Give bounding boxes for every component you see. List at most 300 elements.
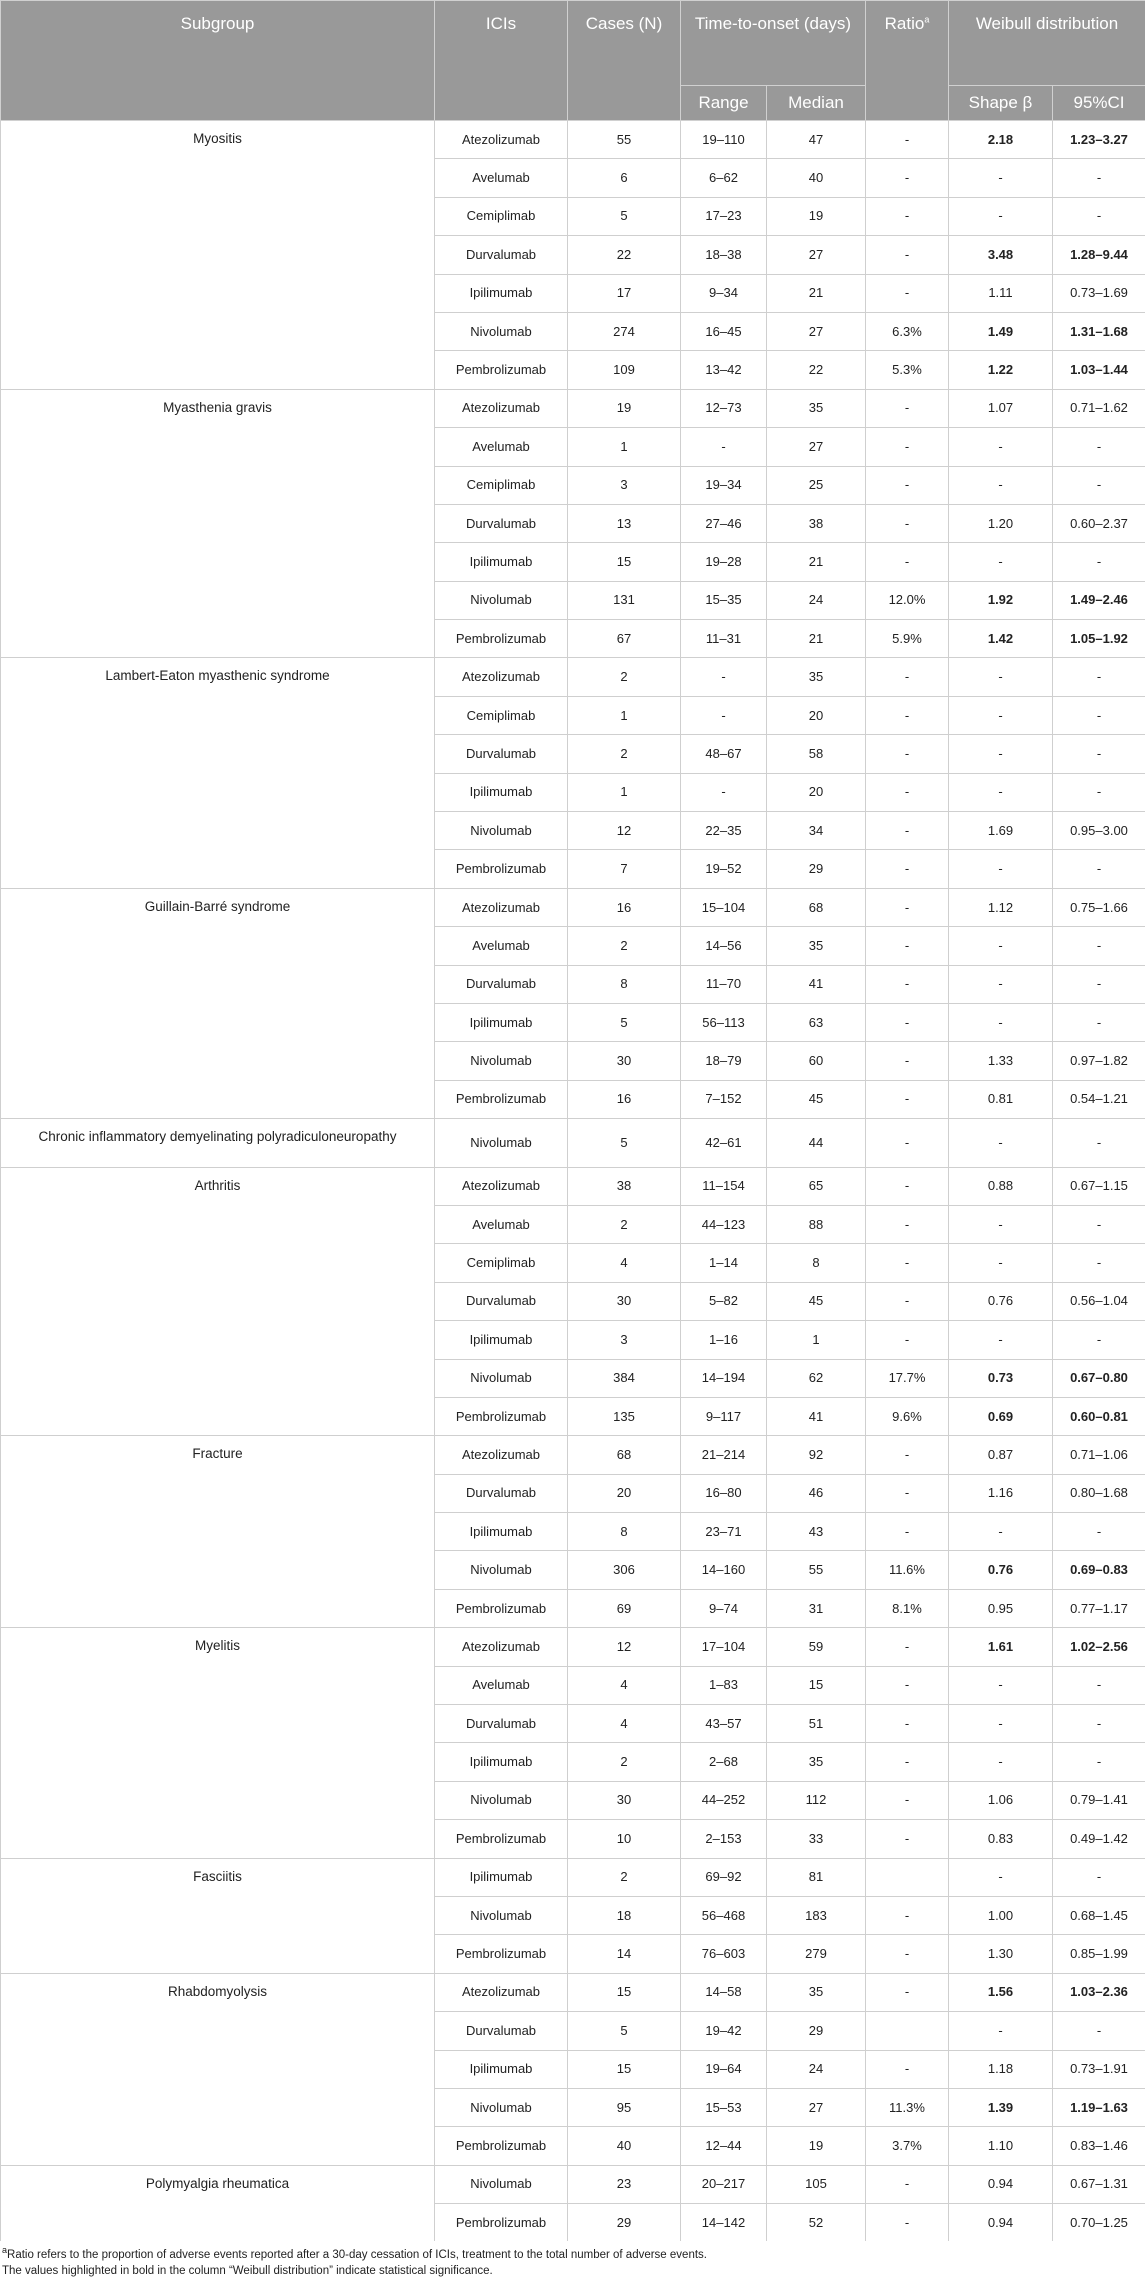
ici-cell: Avelumab: [435, 428, 568, 466]
ci-cell: 0.97–1.82: [1053, 1042, 1145, 1080]
median-cell: 38: [767, 504, 866, 542]
cases-cell: 7: [568, 850, 681, 888]
ici-cell: Atezolizumab: [435, 1628, 568, 1666]
ici-cell: Ipilimumab: [435, 1858, 568, 1896]
ici-cell: Avelumab: [435, 1205, 568, 1243]
ci-cell: -: [1053, 1205, 1145, 1243]
ci-cell: 0.75–1.66: [1053, 888, 1145, 926]
ici-cell: Pembrolizumab: [435, 2204, 568, 2242]
shape-cell: 1.12: [949, 888, 1053, 926]
range-cell: -: [681, 773, 767, 811]
cases-cell: 14: [568, 1935, 681, 1973]
cases-cell: 2: [568, 735, 681, 773]
ci-cell: -: [1053, 1743, 1145, 1781]
range-cell: 1–14: [681, 1244, 767, 1282]
ratio-cell: -: [866, 735, 949, 773]
ci-cell: 0.69–0.83: [1053, 1551, 1145, 1589]
median-cell: 21: [767, 274, 866, 312]
shape-cell: 0.81: [949, 1080, 1053, 1118]
range-cell: 14–142: [681, 2204, 767, 2242]
header-subgroup: Subgroup: [1, 1, 435, 121]
ici-cell: Atezolizumab: [435, 1973, 568, 2011]
ci-cell: 1.19–1.63: [1053, 2088, 1145, 2126]
median-cell: 55: [767, 1551, 866, 1589]
shape-cell: 3.48: [949, 236, 1053, 274]
header-icis: ICIs: [435, 1, 568, 121]
ici-cell: Cemiplimab: [435, 1244, 568, 1282]
footnote-mark: a: [2, 2245, 8, 2256]
cases-cell: 274: [568, 312, 681, 350]
ci-cell: -: [1053, 543, 1145, 581]
ci-cell: 1.31–1.68: [1053, 312, 1145, 350]
median-cell: 63: [767, 1003, 866, 1041]
range-cell: 2–68: [681, 1743, 767, 1781]
shape-cell: 1.07: [949, 389, 1053, 427]
ici-cell: Ipilimumab: [435, 773, 568, 811]
shape-cell: 1.22: [949, 351, 1053, 389]
range-cell: 56–113: [681, 1003, 767, 1041]
shape-cell: 1.16: [949, 1474, 1053, 1512]
median-cell: 59: [767, 1628, 866, 1666]
shape-cell: -: [949, 696, 1053, 734]
median-cell: 51: [767, 1705, 866, 1743]
median-cell: 29: [767, 2012, 866, 2050]
ratio-cell: -: [866, 1080, 949, 1118]
table-row: [1, 1628, 1145, 1666]
table-row: [1, 1858, 1145, 1896]
header-shape: Shape β: [949, 86, 1053, 121]
range-cell: 14–56: [681, 927, 767, 965]
ratio-cell: -: [866, 1167, 949, 1205]
range-cell: 56–468: [681, 1896, 767, 1934]
median-cell: 183: [767, 1896, 866, 1934]
median-cell: 65: [767, 1167, 866, 1205]
median-cell: 40: [767, 159, 866, 197]
ci-cell: 1.03–1.44: [1053, 351, 1145, 389]
cases-cell: 12: [568, 1628, 681, 1666]
shape-cell: -: [949, 1244, 1053, 1282]
median-cell: 43: [767, 1513, 866, 1551]
cases-cell: 5: [568, 1119, 681, 1167]
range-cell: 11–154: [681, 1167, 767, 1205]
ratio-cell: 5.3%: [866, 351, 949, 389]
shape-cell: 0.76: [949, 1282, 1053, 1320]
range-cell: 15–35: [681, 581, 767, 619]
ci-cell: 1.49–2.46: [1053, 581, 1145, 619]
range-cell: 9–74: [681, 1589, 767, 1627]
cases-cell: 3: [568, 466, 681, 504]
ici-cell: Pembrolizumab: [435, 2127, 568, 2165]
ici-cell: Avelumab: [435, 159, 568, 197]
ratio-cell: -: [866, 888, 949, 926]
ci-cell: 0.85–1.99: [1053, 1935, 1145, 1973]
range-cell: -: [681, 696, 767, 734]
cases-cell: 5: [568, 2012, 681, 2050]
range-cell: 18–79: [681, 1042, 767, 1080]
cases-cell: 30: [568, 1282, 681, 1320]
cases-cell: 1: [568, 696, 681, 734]
range-cell: 19–64: [681, 2050, 767, 2088]
ici-cell: Ipilimumab: [435, 1321, 568, 1359]
shape-cell: -: [949, 1513, 1053, 1551]
median-cell: 27: [767, 2088, 866, 2126]
median-cell: 29: [767, 850, 866, 888]
shape-cell: -: [949, 1743, 1053, 1781]
table-header: [1, 1, 1145, 121]
ici-cell: Durvalumab: [435, 735, 568, 773]
range-cell: 15–104: [681, 888, 767, 926]
ratio-cell: -: [866, 1896, 949, 1934]
range-cell: 16–45: [681, 312, 767, 350]
range-cell: 19–28: [681, 543, 767, 581]
ci-cell: 0.83–1.46: [1053, 2127, 1145, 2165]
median-cell: 45: [767, 1282, 866, 1320]
table-row: [1, 888, 1145, 926]
cases-cell: 10: [568, 1820, 681, 1858]
range-cell: 22–35: [681, 812, 767, 850]
cases-cell: 20: [568, 1474, 681, 1512]
subgroup-cell: Myelitis: [1, 1628, 435, 1858]
ci-cell: 0.60–0.81: [1053, 1397, 1145, 1435]
median-cell: 25: [767, 466, 866, 504]
median-cell: 21: [767, 620, 866, 658]
cases-cell: 22: [568, 236, 681, 274]
cases-cell: 135: [568, 1397, 681, 1435]
cases-cell: 1: [568, 773, 681, 811]
median-cell: 44: [767, 1119, 866, 1167]
shape-cell: -: [949, 2012, 1053, 2050]
median-cell: 35: [767, 927, 866, 965]
cases-cell: 4: [568, 1244, 681, 1282]
ratio-cell: -: [866, 197, 949, 235]
shape-cell: 0.76: [949, 1551, 1053, 1589]
cases-cell: 67: [568, 620, 681, 658]
shape-cell: -: [949, 466, 1053, 504]
range-cell: 9–34: [681, 274, 767, 312]
ici-cell: Durvalumab: [435, 1705, 568, 1743]
cases-cell: 68: [568, 1436, 681, 1474]
shape-cell: -: [949, 1321, 1053, 1359]
range-cell: 19–34: [681, 466, 767, 504]
range-cell: 15–53: [681, 2088, 767, 2126]
ratio-cell: 12.0%: [866, 581, 949, 619]
ici-cell: Ipilimumab: [435, 543, 568, 581]
header-cases: Cases (N): [568, 1, 681, 121]
ratio-cell: [866, 1858, 949, 1896]
ratio-cell: -: [866, 1282, 949, 1320]
median-cell: 33: [767, 1820, 866, 1858]
ci-cell: -: [1053, 1244, 1145, 1282]
ici-cell: Atezolizumab: [435, 1436, 568, 1474]
ci-cell: -: [1053, 1321, 1145, 1359]
ratio-cell: -: [866, 1973, 949, 2011]
ratio-cell: 3.7%: [866, 2127, 949, 2165]
median-cell: 35: [767, 389, 866, 427]
ici-cell: Atezolizumab: [435, 121, 568, 159]
ratio-cell: -: [866, 121, 949, 159]
table-row: [1, 1167, 1145, 1205]
median-cell: 68: [767, 888, 866, 926]
ratio-cell: -: [866, 1003, 949, 1041]
ici-cell: Pembrolizumab: [435, 620, 568, 658]
cases-cell: 29: [568, 2204, 681, 2242]
cases-cell: 12: [568, 812, 681, 850]
median-cell: 19: [767, 197, 866, 235]
table-row: [1, 1973, 1145, 2011]
cases-cell: 109: [568, 351, 681, 389]
ici-cell: Atezolizumab: [435, 389, 568, 427]
range-cell: 12–73: [681, 389, 767, 427]
ici-cell: Durvalumab: [435, 2012, 568, 2050]
ci-cell: 0.80–1.68: [1053, 1474, 1145, 1512]
shape-cell: 0.69: [949, 1397, 1053, 1435]
ci-cell: -: [1053, 1858, 1145, 1896]
range-cell: 16–80: [681, 1474, 767, 1512]
ici-cell: Nivolumab: [435, 1896, 568, 1934]
median-cell: 60: [767, 1042, 866, 1080]
ci-cell: -: [1053, 696, 1145, 734]
ici-cell: Cemiplimab: [435, 696, 568, 734]
shape-cell: -: [949, 1858, 1053, 1896]
ici-cell: Pembrolizumab: [435, 1589, 568, 1627]
ratio-cell: -: [866, 965, 949, 1003]
ci-cell: 1.03–2.36: [1053, 1973, 1145, 2011]
ici-cell: Ipilimumab: [435, 274, 568, 312]
shape-cell: 1.49: [949, 312, 1053, 350]
subgroup-cell: Myasthenia gravis: [1, 389, 435, 658]
ci-cell: -: [1053, 197, 1145, 235]
range-cell: 18–38: [681, 236, 767, 274]
cases-cell: 5: [568, 197, 681, 235]
shape-cell: -: [949, 1205, 1053, 1243]
range-cell: 7–152: [681, 1080, 767, 1118]
ici-cell: Nivolumab: [435, 581, 568, 619]
shape-cell: -: [949, 543, 1053, 581]
subgroup-cell: Guillain-Barré syndrome: [1, 888, 435, 1118]
cases-cell: 18: [568, 1896, 681, 1934]
ci-cell: 0.79–1.41: [1053, 1781, 1145, 1819]
ici-cell: Avelumab: [435, 927, 568, 965]
ratio-cell: 6.3%: [866, 312, 949, 350]
shape-cell: 1.30: [949, 1935, 1053, 1973]
ici-cell: Ipilimumab: [435, 1743, 568, 1781]
median-cell: 31: [767, 1589, 866, 1627]
ratio-cell: 5.9%: [866, 620, 949, 658]
range-cell: 19–110: [681, 121, 767, 159]
ratio-cell: -: [866, 236, 949, 274]
ci-cell: -: [1053, 1666, 1145, 1704]
shape-cell: 1.06: [949, 1781, 1053, 1819]
cases-cell: 19: [568, 389, 681, 427]
shape-cell: -: [949, 965, 1053, 1003]
ratio-cell: -: [866, 773, 949, 811]
cases-cell: 4: [568, 1705, 681, 1743]
ci-cell: 0.67–0.80: [1053, 1359, 1145, 1397]
ratio-cell: -: [866, 543, 949, 581]
ci-cell: -: [1053, 1513, 1145, 1551]
subgroup-cell: Polymyalgia rheumatica: [1, 2165, 435, 2241]
cases-cell: 55: [568, 121, 681, 159]
ci-cell: 0.67–1.15: [1053, 1167, 1145, 1205]
ici-cell: Atezolizumab: [435, 658, 568, 696]
ratio-cell: -: [866, 1474, 949, 1512]
table-row: [1, 658, 1145, 696]
median-cell: 41: [767, 1397, 866, 1435]
median-cell: 62: [767, 1359, 866, 1397]
ici-cell: Durvalumab: [435, 1282, 568, 1320]
footnote-bold: The values highlighted in bold in the column “Weibull distribution” indicate statistical significance.: [2, 2265, 493, 2278]
median-cell: 41: [767, 965, 866, 1003]
ici-cell: Cemiplimab: [435, 197, 568, 235]
range-cell: 44–123: [681, 1205, 767, 1243]
cases-cell: 2: [568, 1858, 681, 1896]
ici-cell: Nivolumab: [435, 1042, 568, 1080]
range-cell: 12–44: [681, 2127, 767, 2165]
ci-cell: -: [1053, 159, 1145, 197]
ci-cell: 0.95–3.00: [1053, 812, 1145, 850]
header-ratio-mark: a: [924, 14, 930, 25]
ratio-cell: -: [866, 389, 949, 427]
ratio-cell: -: [866, 1119, 949, 1167]
range-cell: 13–42: [681, 351, 767, 389]
ici-cell: Pembrolizumab: [435, 1935, 568, 1973]
ici-cell: Atezolizumab: [435, 1167, 568, 1205]
cases-cell: 38: [568, 1167, 681, 1205]
median-cell: 81: [767, 1858, 866, 1896]
subgroup-cell: Fasciitis: [1, 1858, 435, 1973]
ci-cell: -: [1053, 1003, 1145, 1041]
shape-cell: -: [949, 1119, 1053, 1167]
range-cell: 19–42: [681, 2012, 767, 2050]
table-row: [1, 1436, 1145, 1474]
shape-cell: 1.00: [949, 1896, 1053, 1934]
ratio-cell: -: [866, 1705, 949, 1743]
ratio-cell: -: [866, 1820, 949, 1858]
ci-cell: 0.73–1.69: [1053, 274, 1145, 312]
ci-cell: -: [1053, 965, 1145, 1003]
ci-cell: 0.71–1.62: [1053, 389, 1145, 427]
ratio-cell: -: [866, 2204, 949, 2242]
table-row: [1, 2165, 1145, 2203]
ci-cell: 0.68–1.45: [1053, 1896, 1145, 1934]
header-weibull: Weibull distribution: [949, 1, 1145, 86]
ci-cell: -: [1053, 1705, 1145, 1743]
ci-cell: 0.56–1.04: [1053, 1282, 1145, 1320]
range-cell: 17–23: [681, 197, 767, 235]
range-cell: 19–52: [681, 850, 767, 888]
ratio-cell: -: [866, 1513, 949, 1551]
shape-cell: 0.88: [949, 1167, 1053, 1205]
ci-cell: -: [1053, 1119, 1145, 1167]
shape-cell: 1.11: [949, 274, 1053, 312]
median-cell: 21: [767, 543, 866, 581]
shape-cell: -: [949, 1705, 1053, 1743]
ici-cell: Nivolumab: [435, 312, 568, 350]
median-cell: 92: [767, 1436, 866, 1474]
ci-cell: 1.28–9.44: [1053, 236, 1145, 274]
range-cell: 27–46: [681, 504, 767, 542]
subgroup-cell: Rhabdomyolysis: [1, 1973, 435, 2165]
range-cell: 14–58: [681, 1973, 767, 2011]
shape-cell: -: [949, 927, 1053, 965]
cases-cell: 15: [568, 1973, 681, 2011]
shape-cell: 0.95: [949, 1589, 1053, 1627]
ci-cell: 0.54–1.21: [1053, 1080, 1145, 1118]
median-cell: 8: [767, 1244, 866, 1282]
table-body: [1, 121, 1145, 2242]
ratio-cell: -: [866, 274, 949, 312]
cases-cell: 15: [568, 2050, 681, 2088]
ici-cell: Nivolumab: [435, 1119, 568, 1167]
ici-cell: Nivolumab: [435, 1551, 568, 1589]
ici-cell: Cemiplimab: [435, 466, 568, 504]
ci-cell: -: [1053, 2012, 1145, 2050]
ici-cell: Pembrolizumab: [435, 1080, 568, 1118]
ci-cell: -: [1053, 428, 1145, 466]
shape-cell: -: [949, 1003, 1053, 1041]
cases-cell: 8: [568, 1513, 681, 1551]
range-cell: 2–153: [681, 1820, 767, 1858]
ici-cell: Durvalumab: [435, 504, 568, 542]
median-cell: 112: [767, 1781, 866, 1819]
median-cell: 45: [767, 1080, 866, 1118]
range-cell: -: [681, 428, 767, 466]
shape-cell: 2.18: [949, 121, 1053, 159]
ci-cell: -: [1053, 466, 1145, 504]
ci-cell: 1.02–2.56: [1053, 1628, 1145, 1666]
ici-cell: Nivolumab: [435, 2088, 568, 2126]
cases-cell: 16: [568, 1080, 681, 1118]
range-cell: 17–104: [681, 1628, 767, 1666]
cases-cell: 30: [568, 1781, 681, 1819]
shape-cell: 1.42: [949, 620, 1053, 658]
cases-cell: 95: [568, 2088, 681, 2126]
table-row: [1, 1119, 1145, 1167]
median-cell: 20: [767, 773, 866, 811]
cases-cell: 2: [568, 1743, 681, 1781]
ici-cell: Ipilimumab: [435, 1513, 568, 1551]
ci-cell: 0.77–1.17: [1053, 1589, 1145, 1627]
cases-cell: 16: [568, 888, 681, 926]
subgroup-cell: Arthritis: [1, 1167, 435, 1436]
cases-cell: 8: [568, 965, 681, 1003]
range-cell: 44–252: [681, 1781, 767, 1819]
header-ci: 95%CI: [1053, 86, 1145, 121]
median-cell: 24: [767, 581, 866, 619]
header-time-to-onset: Time-to-onset (days): [681, 1, 866, 86]
cases-cell: 6: [568, 159, 681, 197]
range-cell: 11–31: [681, 620, 767, 658]
ratio-cell: 8.1%: [866, 1589, 949, 1627]
range-cell: 14–194: [681, 1359, 767, 1397]
footnote-ratio: [2, 2247, 1143, 2263]
median-cell: 58: [767, 735, 866, 773]
ici-cell: Ipilimumab: [435, 2050, 568, 2088]
cases-cell: 15: [568, 543, 681, 581]
range-cell: 76–603: [681, 1935, 767, 1973]
ratio-cell: -: [866, 504, 949, 542]
footnote-ratio-text: Ratio refers to the proportion of adverse events reported after a 30-day cessation of ICIs, treatment to the total number of adverse events.: [7, 2249, 707, 2262]
ci-cell: -: [1053, 927, 1145, 965]
cases-cell: 306: [568, 1551, 681, 1589]
cases-cell: 1: [568, 428, 681, 466]
ratio-cell: -: [866, 1244, 949, 1282]
cases-cell: 17: [568, 274, 681, 312]
ratio-cell: -: [866, 927, 949, 965]
ici-cell: Pembrolizumab: [435, 351, 568, 389]
subgroup-cell: Chronic inflammatory demyelinating polyradiculoneuropathy: [1, 1119, 435, 1167]
ratio-cell: 11.6%: [866, 1551, 949, 1589]
